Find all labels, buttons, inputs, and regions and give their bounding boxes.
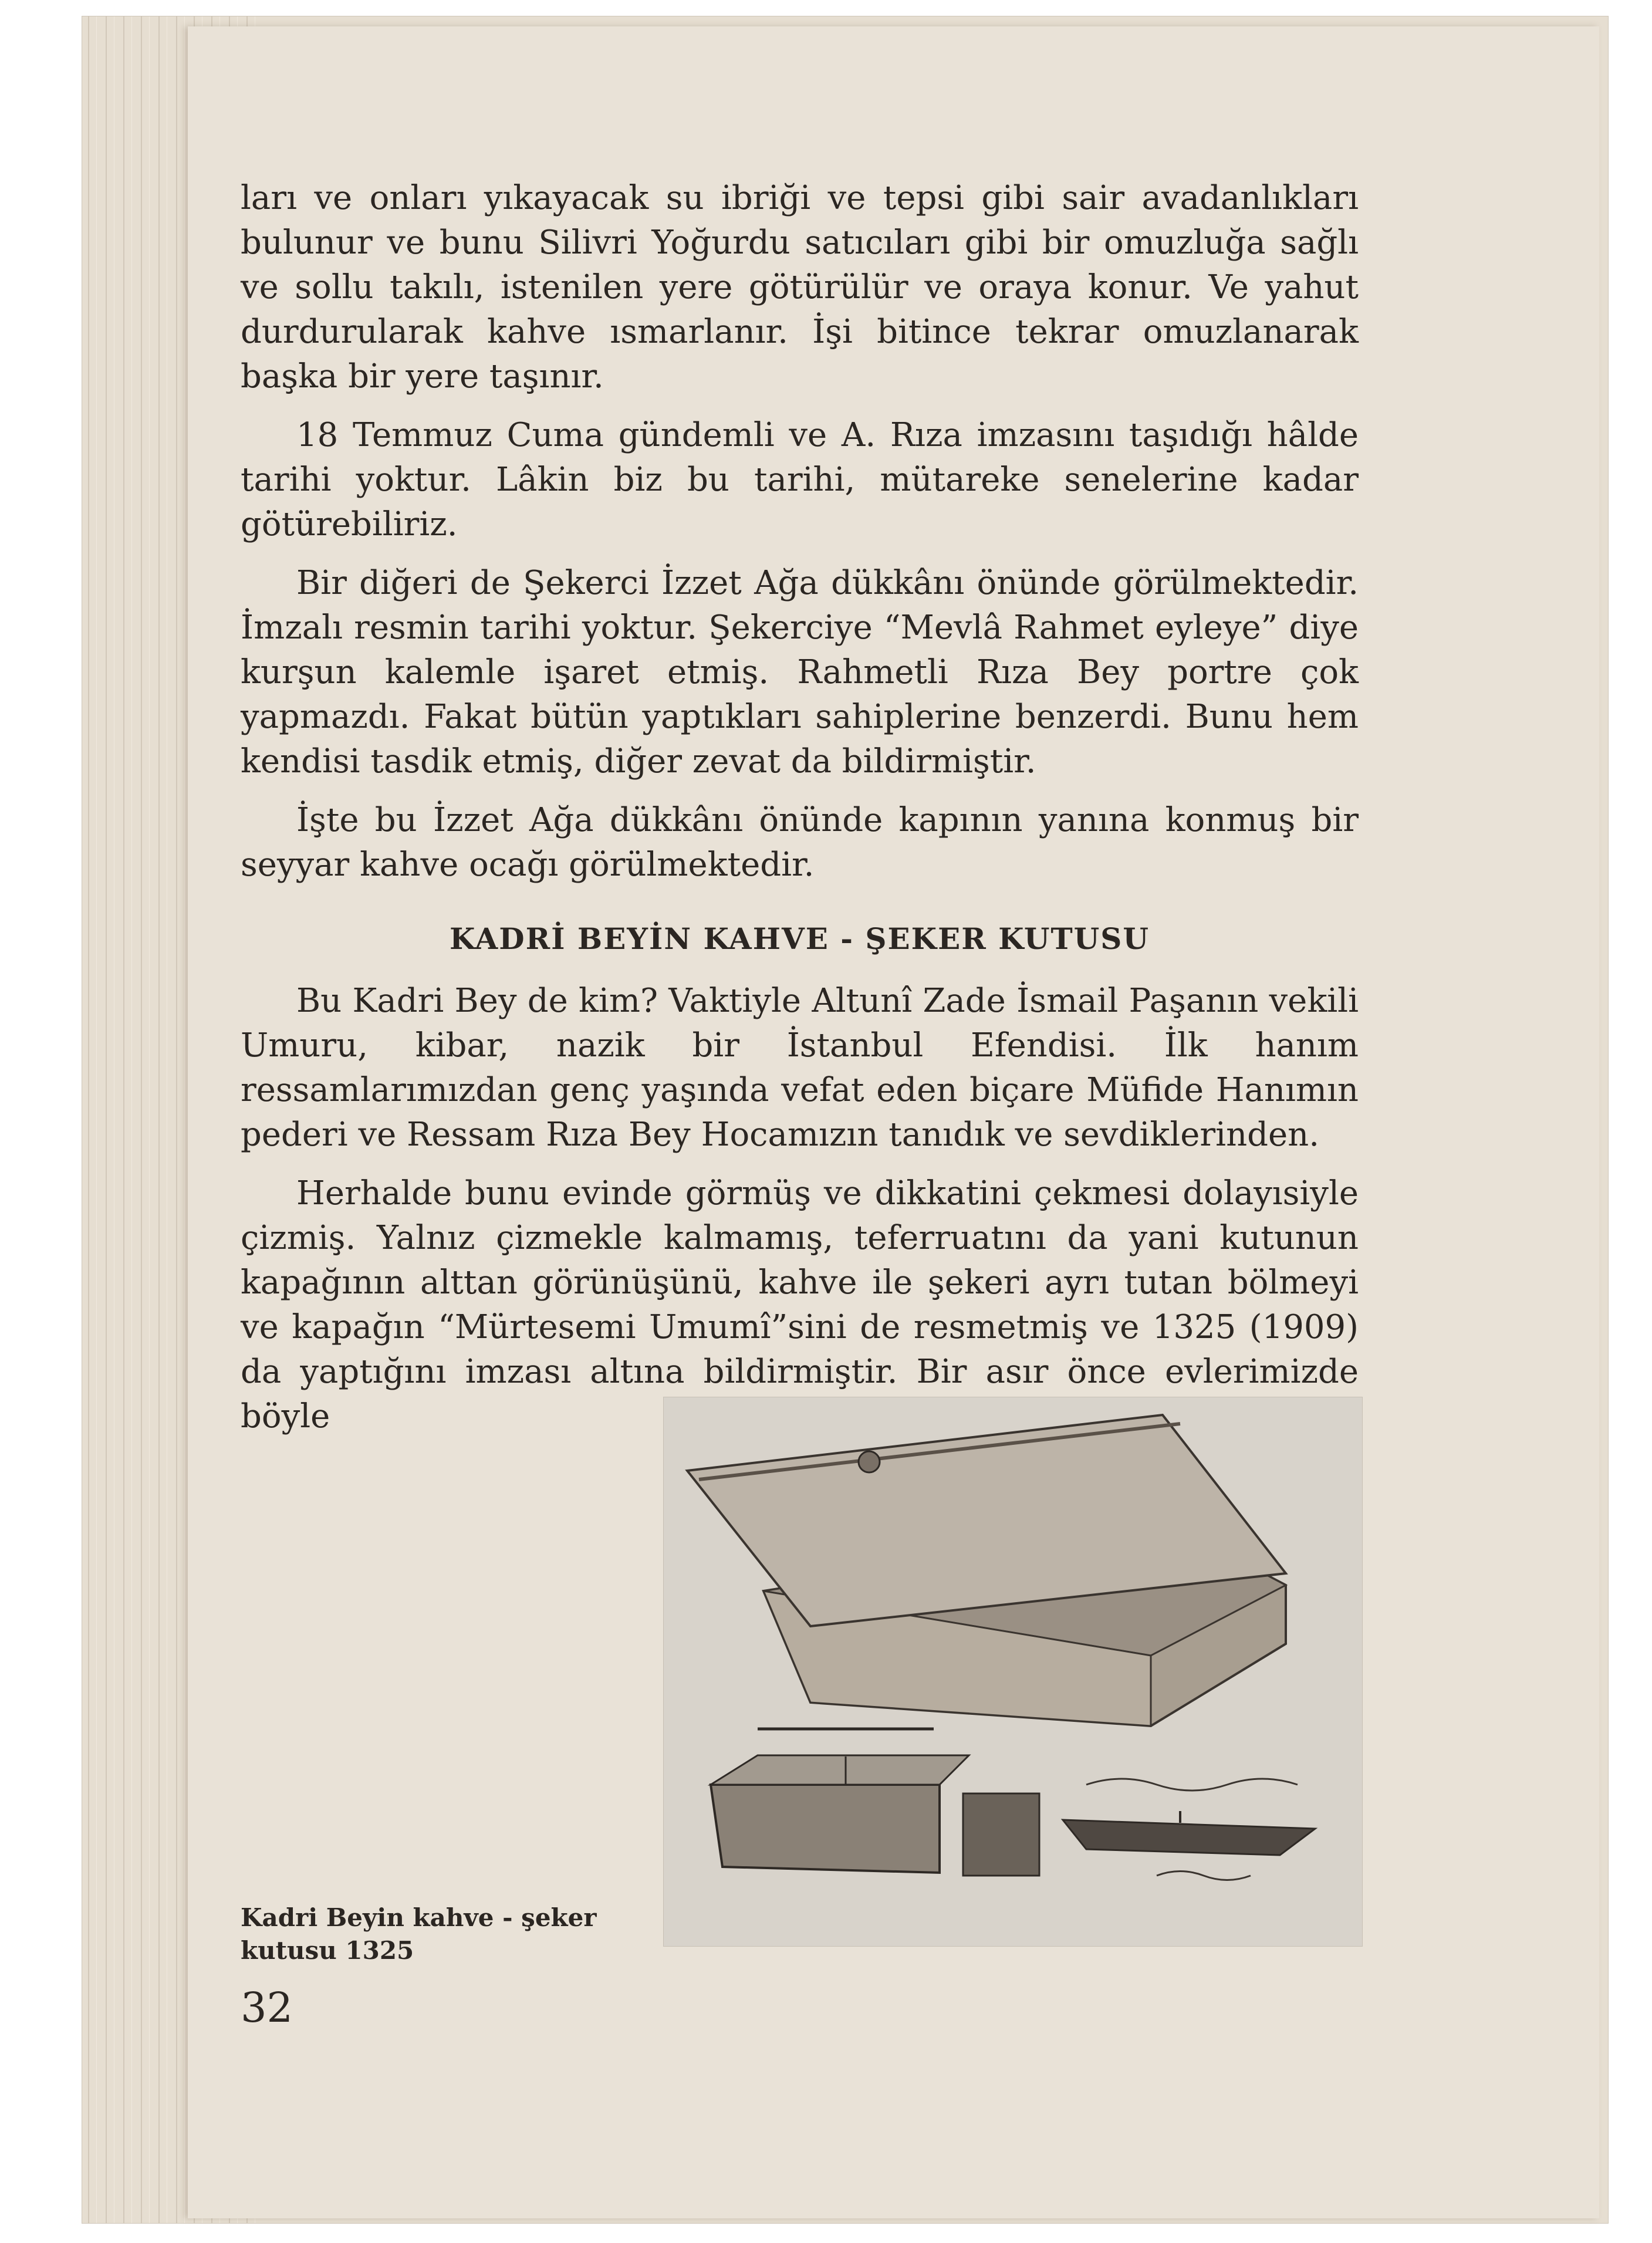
page-edge xyxy=(88,16,97,2223)
paragraph: Bu Kadri Bey de kim? Vaktiyle Altunî Zade İsmail Paşanın vekili Umuru, kibar, nazik bir İstanbul Efendisi. İlk hanım ressamlarımızdan genç yaşında vefat eden biçare Müfide Hanımın pederi ve Ressam Rıza Bey Hocamızın tanıdık ve sevdiklerinden. xyxy=(241,982,1359,1154)
page-edge xyxy=(176,16,185,2223)
figure-caption: Kadri Beyin kahve - şeker kutusu 1325 xyxy=(241,1903,597,1965)
paragraph: 18 Temmuz Cuma gündemli ve A. Rıza imzasını taşıdığı hâlde tarihi yoktur. Lâkin biz bu tarihi, mütareke senelerine kadar götürebiliriz. xyxy=(241,416,1359,543)
page-edge xyxy=(123,16,132,2223)
paragraph: Herhalde bunu evinde görmüş ve dikkatini çekmesi dolayısiyle çizmiş. Yalnız çizmekle kalmamış, teferruatını da yani kutunun kapağının alttan görünüşünü, kahve ile şekeri ayrı tutan bölmeyi ve kapağın “Mürtesemi Umumî”sini de resmetmiş ve 1325 (1909) da yaptığını imzası altına bildirmiştir. Bir asır önce evlerimizde böyle xyxy=(241,1174,1359,1435)
coffee-sugar-box-drawing xyxy=(664,1397,1362,1946)
illustration xyxy=(663,1397,1363,1947)
page-edge xyxy=(106,16,114,2223)
paragraph: Bir diğeri de Şekerci İzzet Ağa dükkânı önünde görülmektedir. İmzalı resmin tarihi yoktur. Şekerciye “Mevlâ Rahmet eyleye” diye kurşun kalemle işaret etmiş. Rahmetli Rıza Bey portre çok yapmazdı. Fakat bütün yaptıkları sahiplerine benzerdi. Bunu hem kendisi tasdik etmiş, diğer zevat da bildirmiştir. xyxy=(241,564,1359,781)
paragraph: İşte bu İzzet Ağa dükkânı önünde kapının yanına konmuş bir seyyar kahve ocağı görülmektedir. xyxy=(241,801,1359,884)
section-heading: KADRİ BEYİN KAHVE - ŞEKER KUTUSU xyxy=(450,921,1150,956)
page-number: 32 xyxy=(241,1984,293,2032)
paragraph: ları ve onları yıkayacak su ibriği ve tepsi gibi sair avadanlıkları bulunur ve bunu Silivri Yoğurdu satıcıları gibi bir omuzluğa sağlı ve sollu takılı, istenilen yere götürülür ve oraya konur. Ve yahut durdurularak kahve ısmarlanır. İşi bitince tekrar omuzlanarak başka bir yere taşınır. xyxy=(241,179,1359,396)
body-text xyxy=(241,176,1359,1453)
page-edge xyxy=(141,16,150,2223)
page-edge xyxy=(158,16,167,2223)
